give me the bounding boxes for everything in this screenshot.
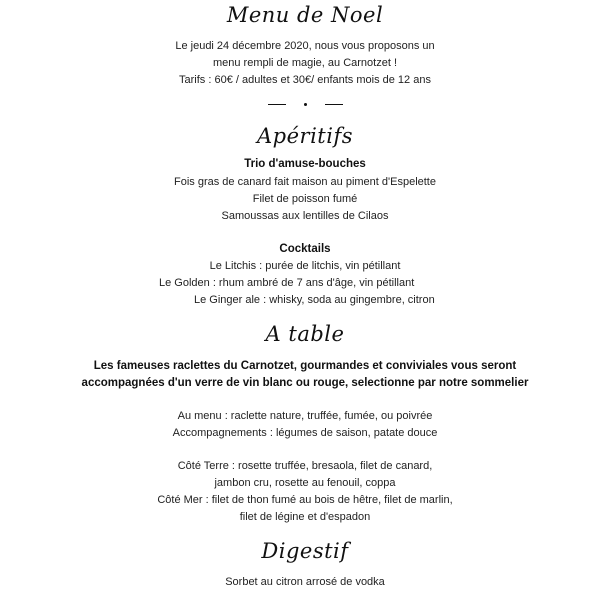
menu-title: Menu de Noel [226,3,384,27]
intro-line: menu rempli de magie, au Carnotzet ! [212,57,398,69]
intro-line: Tarifs : 60€ / adultes et 30€/ enfants mois de 12 ans [179,74,431,86]
amuse-bouche-item: Filet de poisson fumé [252,193,358,205]
cocktails-title: Cocktails [279,243,331,255]
cocktail-item: Le Litchis : purée de litchis, vin pétillant [209,260,401,272]
aperitifs-heading: Apéritifs [257,124,353,148]
menu-line: Au menu : raclette nature, truffée, fumée, ou poivrée [177,410,433,422]
amuse-bouches-title: Trio d'amuse-bouches [244,158,366,170]
cote-terre-line: Côté Terre : rosette truffée, bresaola, filet de canard, [177,460,433,472]
divider-dot [304,103,307,106]
menu-line: Accompagnements : légumes de saison, patate douce [172,427,438,439]
cote-terre-line: jambon cru, rosette au fenouil, coppa [214,477,396,489]
cote-mer-line: filet de légine et d'espadon [239,511,371,523]
cote-mer-line: Côté Mer : filet de thon fumé au bois de hêtre, filet de marlin, [157,494,453,506]
amuse-bouche-item: Fois gras de canard fait maison au piment d'Espelette [174,176,436,188]
divider-dash [268,104,286,105]
cocktail-item: Le Ginger ale : whisky, soda au gingembre, citron [194,294,435,306]
digestif-item: Sorbet au citron arrosé de vodka [225,576,385,588]
section-divider [0,96,610,110]
intro-line: Le jeudi 24 décembre 2020, nous vous proposons un [175,40,435,52]
a-table-heading: A table [265,322,345,346]
raclette-description: Les fameuses raclettes du Carnotzet, gourmandes et conviviales vous seront [93,360,517,372]
amuse-bouche-item: Samoussas aux lentilles de Cilaos [221,210,389,222]
cocktail-item: Le Golden : rhum ambré de 7 ans d'âge, vin pétillant [159,277,415,289]
raclette-description: accompagnées d'un verre de vin blanc ou rouge, selectionne par notre sommelier [81,377,529,389]
divider-dash [325,104,343,105]
digestif-heading: Digestif [261,539,349,563]
